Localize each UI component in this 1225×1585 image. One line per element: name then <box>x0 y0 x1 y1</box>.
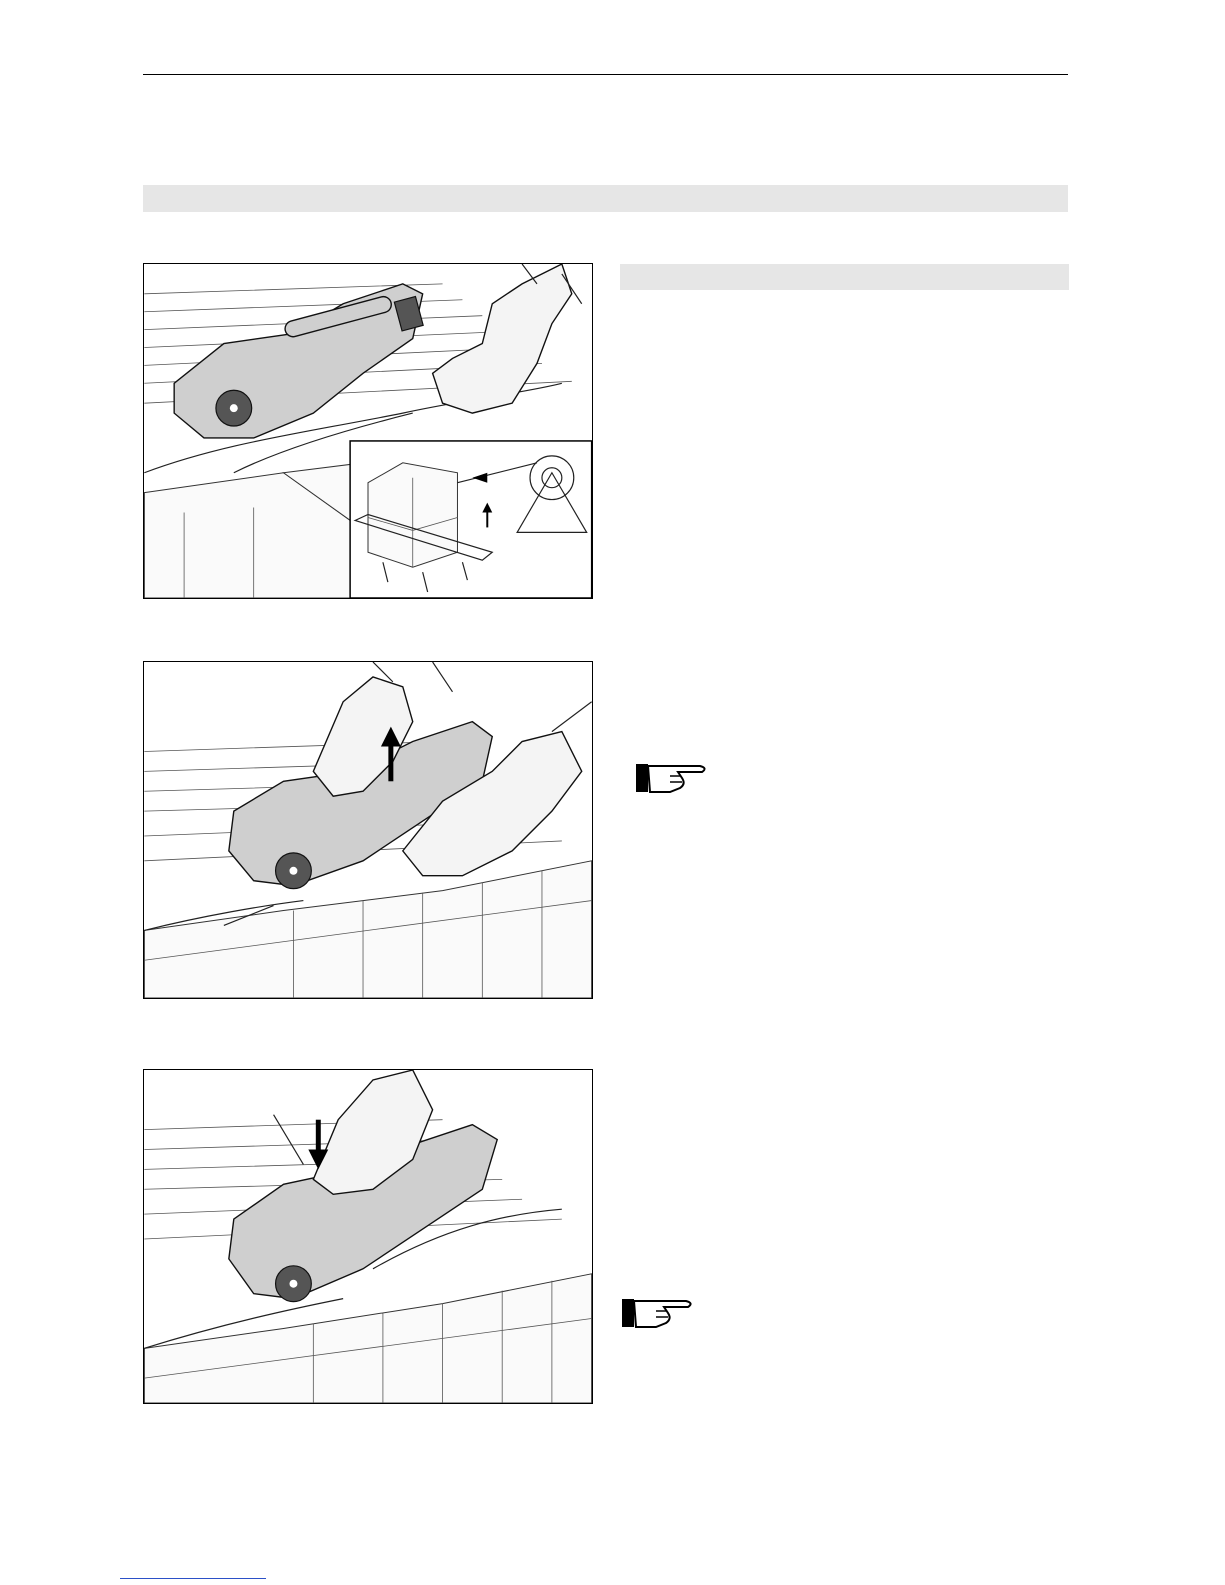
figure-1-illustration <box>144 264 592 598</box>
figure-2-lift-lever <box>143 661 593 999</box>
figure-2-illustration <box>144 662 592 998</box>
figure-1-strap-placement <box>143 263 593 599</box>
inset-pallet-dispenser <box>350 441 592 598</box>
strapping-tool <box>174 284 423 438</box>
figure-3-press-button <box>143 1069 593 1404</box>
note-2-pointing-hand-icon <box>616 1293 698 1333</box>
section-header-band <box>143 185 1068 212</box>
step-header-band <box>620 264 1069 290</box>
top-rule <box>143 74 1068 75</box>
callout-line <box>274 1115 304 1165</box>
figure-3-illustration <box>144 1070 592 1403</box>
footer-link[interactable] <box>120 1578 266 1579</box>
note-1-pointing-hand-icon <box>630 758 712 798</box>
glove <box>433 264 572 413</box>
